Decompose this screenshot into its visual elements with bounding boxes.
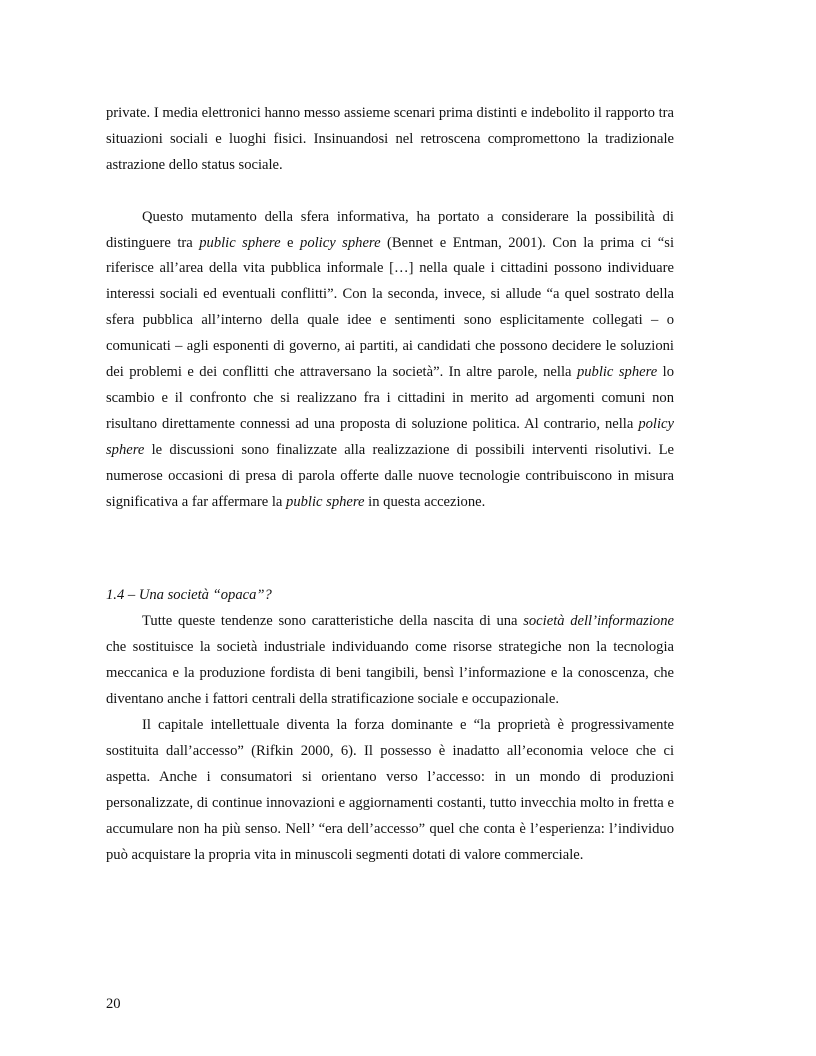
page-body bbox=[106, 101, 674, 868]
text-run: e bbox=[280, 234, 301, 251]
italic-term: policy sphere bbox=[300, 234, 381, 251]
text-run: (Bennet e Entman, 2001). Con la prima ci “si riferisce all’area della vita pubblica informale […] nella quale i cittadini possono individuare interessi sociali ed eventuali conflitti”. Con la seconda, invece, si allude “a quel sostrato della sfera pubblica all’interno della quale idee e sentimenti sono esplicitamente collegati – o comunicati – agli esponenti di governo, ai partiti, ai candidati che possono decidere le soluzioni dei problemi e dei conflitti che attraversano la società”. In altre parole, nella bbox=[106, 234, 675, 381]
italic-term: società dell’informazione bbox=[523, 613, 674, 630]
paragraph-public-policy-sphere bbox=[106, 205, 674, 516]
text-run: in questa accezione. bbox=[364, 493, 486, 510]
page-number: 20 bbox=[106, 996, 121, 1012]
italic-term: public sphere bbox=[286, 493, 365, 510]
text-run: che sostituisce la società industriale individuando come risorse strategiche non la tecnologia meccanica e la produzione fordista di beni tangibili, bensì l’informazione e la conoscenza, che diventano anche i fattori centrali della stratificazione sociale e occupazionale. bbox=[106, 639, 674, 708]
italic-term: public sphere bbox=[576, 364, 658, 381]
paragraph-access-era: Il capitale intellettuale diventa la forza dominante e “la proprietà è progressivamente sostituita dall’accesso” (Rifkin 2000, 6). Il possesso è inadatto all’economia veloce che ci aspetta. Anche i consumatori si orientano verso l’accesso: in un mondo di produzioni personalizzate, di continue innovazioni e aggiornamenti costanti, tutto invecchia molto in fretta e accumulare non ha più senso. Nell’ “era dell’accesso” quel che conta è l’esperienza: l’individuo può acquistare la propria vita in minuscoli segmenti dotati di valore commerciale. bbox=[106, 717, 674, 863]
paragraph-information-society bbox=[106, 609, 674, 713]
text-run: le discussioni sono finalizzate alla realizzazione di possibili interventi risolutivi. Le numerose occasioni di presa di parola offerte dalle nuove tecnologie contribuiscono in misura significativa a far affermare la bbox=[106, 441, 674, 510]
italic-term: policy sphere bbox=[106, 415, 674, 458]
text-run: Questo mutamento della sfera informativa, ha portato a considerare la possibilità di distinguere tra bbox=[106, 208, 674, 251]
section-heading: 1.4 – Una società “opaca”? bbox=[106, 587, 272, 604]
paragraph-continued: private. I media elettronici hanno messo assieme scenari prima distinti e indebolito il rapporto tra situazioni sociali e luoghi fisici. Insinuandosi nel retroscena compromettono la tradizionale astrazione dello status sociale. bbox=[106, 105, 674, 173]
italic-term: public sphere bbox=[199, 234, 281, 251]
section-spacer bbox=[106, 515, 674, 583]
text-run: Tutte queste tendenze sono caratteristiche della nascita di una bbox=[142, 613, 524, 630]
text-run: lo scambio e il confronto che si realizzano fra i cittadini in merito ad argomenti comuni non risultano direttamente connessi ad una proposta di soluzione politica. Al contrario, nella bbox=[106, 364, 675, 432]
